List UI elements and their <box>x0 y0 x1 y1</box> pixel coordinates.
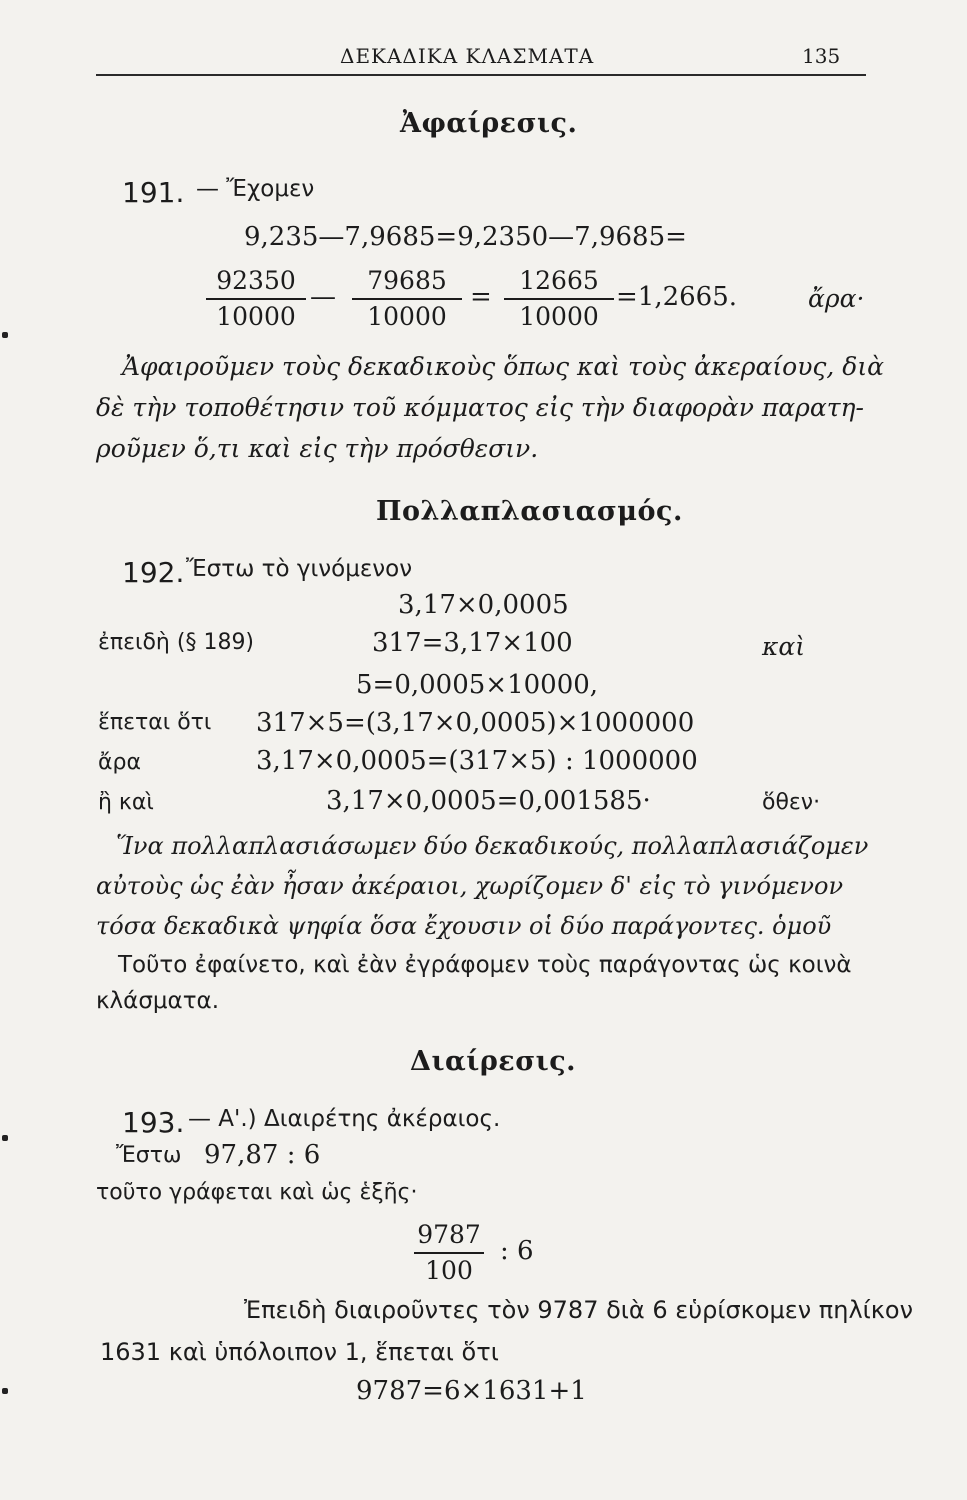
section-heading-subtraction: Ἀφαίρεσις. <box>400 108 578 139</box>
paragraph-number-191: 191. <box>122 176 185 209</box>
fraction-3-denominator: 10000 <box>519 302 599 331</box>
written-as-text: τοῦτο γράφεται καὶ ὡς ἑξῆς· <box>96 1180 418 1205</box>
fraction-2-denominator: 10000 <box>367 302 447 331</box>
line-e-expression: 3,17×0,0005=0,001585· <box>326 786 651 816</box>
equation-subtraction-1: 9,235—7,9685=9,2350—7,9685= <box>244 222 687 252</box>
final-equation: 9787=6×1631+1 <box>356 1376 587 1406</box>
product-expression: 3,17×0,0005 <box>398 590 569 620</box>
rule-text-multiplication-3: τόσα δεκαδικὰ ψηφία ὅσα ἔχουσιν οἱ δύο παράγοντες. ὁμοῦ <box>96 912 832 940</box>
rule-text-multiplication-2: αὐτοὺς ὡς ἐὰν ἦσαν ἀκέραιοι, χωρίζομεν δ' εἰς τὸ γινόμενον <box>96 872 844 900</box>
fraction-2-numerator: 79685 <box>367 266 447 295</box>
division-text-1: Ἐπειδὴ διαιροῦντες τὸν 9787 διὰ 6 εὑρίσκομεν πηλίκον <box>244 1296 913 1324</box>
line-e-end: ὅθεν· <box>762 790 821 815</box>
ara-word: ἄρα· <box>808 284 865 313</box>
rule-text-subtraction-3: ροῦμεν ὅ,τι καὶ εἰς τὴν πρόσθεσιν. <box>96 434 539 463</box>
example-expression: 97,87 : 6 <box>204 1140 321 1170</box>
running-header-title: ΔΕΚΑΔΙΚΑ ΚΛΑΣΜΑΤΑ <box>340 44 595 68</box>
line-c-label: ἕπεται ὅτι <box>98 710 212 735</box>
note-text-2: κλάσματα. <box>96 988 220 1014</box>
line-d-label: ἄρα <box>98 750 141 775</box>
equals-operator: = <box>470 282 492 312</box>
fraction-1-numerator: 92350 <box>216 266 296 295</box>
page-number: 135 <box>802 44 841 68</box>
division-fraction-denominator: 100 <box>425 1256 473 1285</box>
line-c-expression: 317×5=(3,17×0,0005)×1000000 <box>256 708 695 738</box>
section-heading-division: Διαίρεσις. <box>410 1046 577 1077</box>
line-a-expression: 317=3,17×100 <box>372 628 573 658</box>
line-b-expression: 5=0,0005×10000, <box>356 670 599 700</box>
line-d-expression: 3,17×0,0005=(317×5) : 1000000 <box>256 746 698 776</box>
rule-text-subtraction-2: δὲ τὴν τοποθέτησιν τοῦ κόμματος εἰς τὴν διαφορὰν παρατη- <box>96 393 864 422</box>
section-heading-multiplication: Πολλαπλασιασμός. <box>376 496 683 527</box>
minus-operator: — <box>310 282 336 312</box>
fraction-1 <box>206 264 306 334</box>
line-a-label: ἐπειδὴ (§ 189) <box>98 630 255 655</box>
scan-margin-mark <box>2 1388 8 1394</box>
fraction-3 <box>504 264 614 334</box>
fraction-3-numerator: 12665 <box>519 266 599 295</box>
rule-text-multiplication-1: Ἵνα πολλαπλασιάσωμεν δύο δεκαδικούς, πολλαπλασιάζομεν <box>116 832 869 860</box>
line-a-end: καὶ <box>762 632 806 661</box>
example-label: Ἔστω <box>116 1143 182 1168</box>
subtraction-result: =1,2665. <box>616 282 738 312</box>
division-fraction-numerator: 9787 <box>417 1220 481 1249</box>
fraction-1-denominator: 10000 <box>216 302 296 331</box>
division-divisor: : 6 <box>500 1236 534 1266</box>
division-subtitle: — Α'.) Διαιρέτης ἀκέραιος. <box>188 1106 501 1132</box>
division-text-2: 1631 καὶ ὑπόλοιπον 1, ἕπεται ὅτι <box>100 1338 499 1366</box>
paragraph-number-193: 193. <box>122 1106 185 1139</box>
paragraph-number-192: 192. <box>122 556 185 589</box>
scan-margin-mark <box>2 1135 8 1141</box>
division-fraction <box>414 1218 484 1288</box>
header-rule <box>96 74 866 76</box>
fraction-2 <box>352 264 462 334</box>
paragraph-intro-192: Ἔστω τὸ γινόμενον <box>186 556 413 582</box>
line-e-label: ἢ καὶ <box>98 790 154 815</box>
paragraph-intro-191: — Ἔχομεν <box>196 176 315 202</box>
rule-text-subtraction-1: Ἀφαιροῦμεν τοὺς δεκαδικοὺς ὅπως καὶ τοὺς ἀκεραίους, διὰ <box>122 352 885 381</box>
note-text-1: Τοῦτο ἐφαίνετο, καὶ ἐὰν ἐγράφομεν τοὺς παράγοντας ὡς κοινὰ <box>118 952 852 978</box>
scan-margin-mark <box>2 332 8 338</box>
